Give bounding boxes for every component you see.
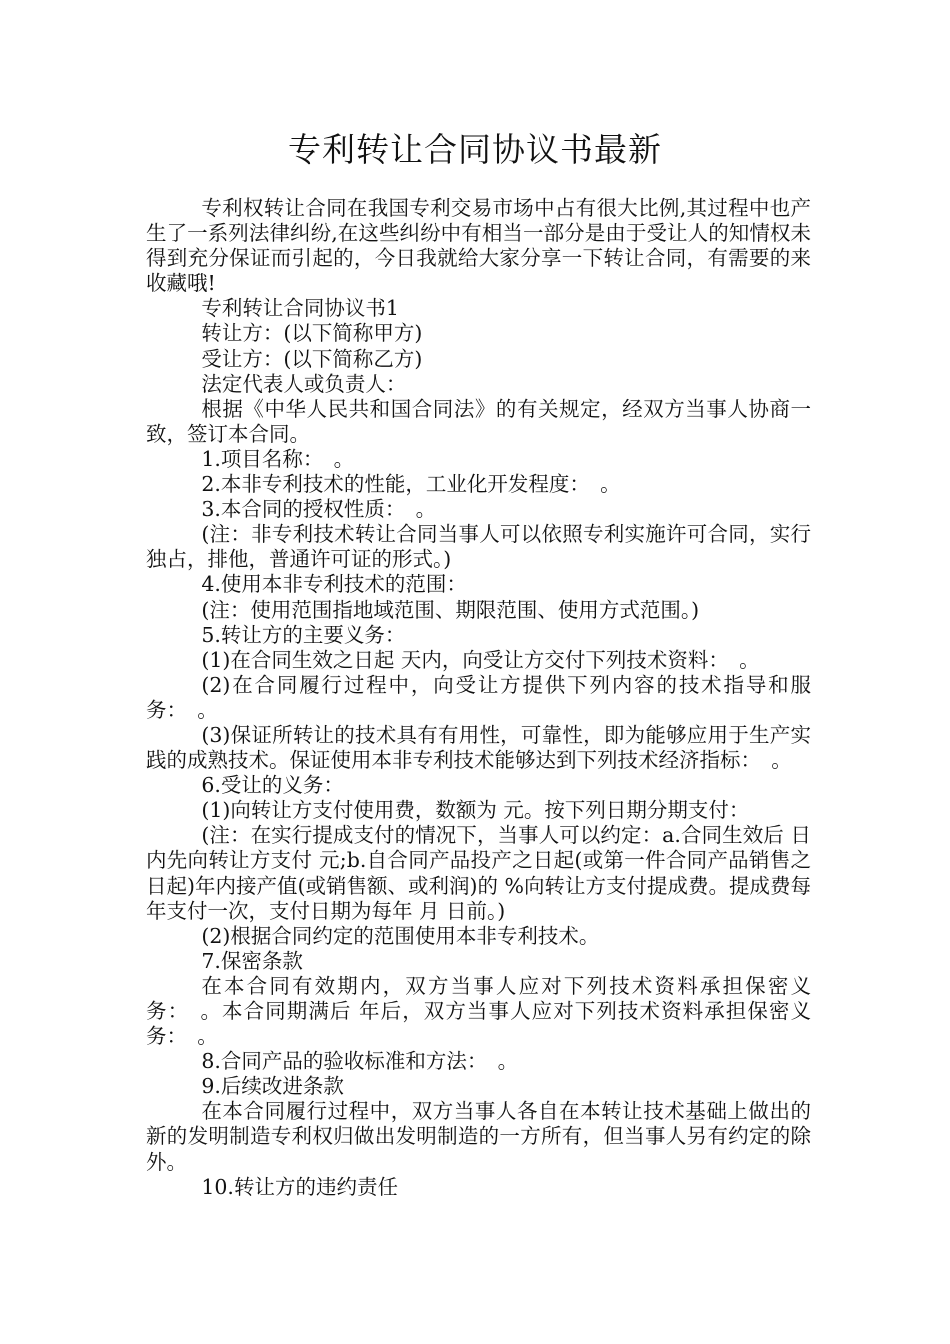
paragraph-clause-5-2: (2)在合同履行过程中，向受让方提供下列内容的技术指导和服务： 。 <box>146 672 811 722</box>
paragraph-clause-4: 4.使用本非专利技术的范围： <box>201 572 467 597</box>
document-title: 专利转让合同协议书最新 <box>288 130 662 169</box>
paragraph-transferee: 受让方：(以下简称乙方) <box>201 346 423 371</box>
paragraph-legal-basis: 根据《中华人民共和国合同法》的有关规定，经双方当事人协商一致，签订本合同。 <box>146 396 811 446</box>
paragraph-confidentiality: 在本合同有效期内，双方当事人应对下列技术资料承担保密义务： 。本合同期满后 年后，双方当事人应对下列技术资料承担保密义务： 。 <box>146 973 811 1049</box>
paragraph-legal-representative: 法定代表人或负责人： <box>201 371 407 396</box>
paragraph-agreement-heading: 专利转让合同协议书1 <box>201 296 399 321</box>
document-body <box>146 196 811 1200</box>
paragraph-improvements: 在本合同履行过程中，双方当事人各自在本转让技术基础上做出的新的发明制造专利权归做出发明制造的一方所有，但当事人另有约定的除外。 <box>146 1099 811 1174</box>
paragraph-clause-7: 7.保密条款 <box>201 948 303 973</box>
paragraph-clause-6-2: (2)根据合同约定的范围使用本非专利技术。 <box>201 923 600 948</box>
paragraph-clause-5-1: (1)在合同生效之日起 天内，向受让方交付下列技术资料： 。 <box>201 647 760 672</box>
paragraph-note-license: (注：非专利技术转让合同当事人可以依照专利实施许可合同，实行独占，排他，普通许可证的形式。) <box>146 522 811 572</box>
paragraph-clause-1: 1.项目名称： 。 <box>201 446 355 471</box>
paragraph-clause-5-3: (3)保证所转让的技术具有有用性，可靠性，即为能够应用于生产实践的成熟技术。保证使用本非专利技术能够达到下列技术经济指标： 。 <box>146 722 811 773</box>
paragraph-clause-8: 8.合同产品的验收标准和方法： 。 <box>201 1049 519 1074</box>
paragraph-clause-6-1: (1)向转让方支付使用费，数额为 元。按下列日期分期支付： <box>201 798 750 823</box>
paragraph-intro: 专利权转让合同在我国专利交易市场中占有很大比例,其过程中也产生了一系列法律纠纷,在这些纠纷中有相当一部分是由于受让人的知情权未得到充分保证而引起的，今日我就给大家分享一下转让合同，有需要的来收藏哦! <box>146 196 811 296</box>
paragraph-clause-9: 9.后续改进条款 <box>201 1074 344 1099</box>
paragraph-clause-3: 3.本合同的授权性质： 。 <box>201 497 437 522</box>
paragraph-clause-10: 10.转让方的违约责任 <box>201 1174 398 1199</box>
paragraph-clause-2: 2.本非专利技术的性能，工业化开发程度： 。 <box>201 472 621 497</box>
paragraph-transferor: 转让方：(以下简称甲方) <box>201 321 423 346</box>
paragraph-clause-6: 6.受让的义务： <box>201 773 344 798</box>
paragraph-clause-5: 5.转让方的主要义务： <box>201 622 406 647</box>
paragraph-note-scope: (注：使用范围指地域范围、期限范围、使用方式范围。) <box>201 597 700 622</box>
paragraph-note-payment: (注：在实行提成支付的情况下，当事人可以约定：a.合同生效后 日内先向转让方支付 元;b.自合同产品投产之日起(或第一件合同产品销售之日起)年内接产值(或销售额、或利润)的 %向转让方支付提成费。提成费每年支付一次，支付日期为每年 月 日前。) <box>146 823 811 923</box>
